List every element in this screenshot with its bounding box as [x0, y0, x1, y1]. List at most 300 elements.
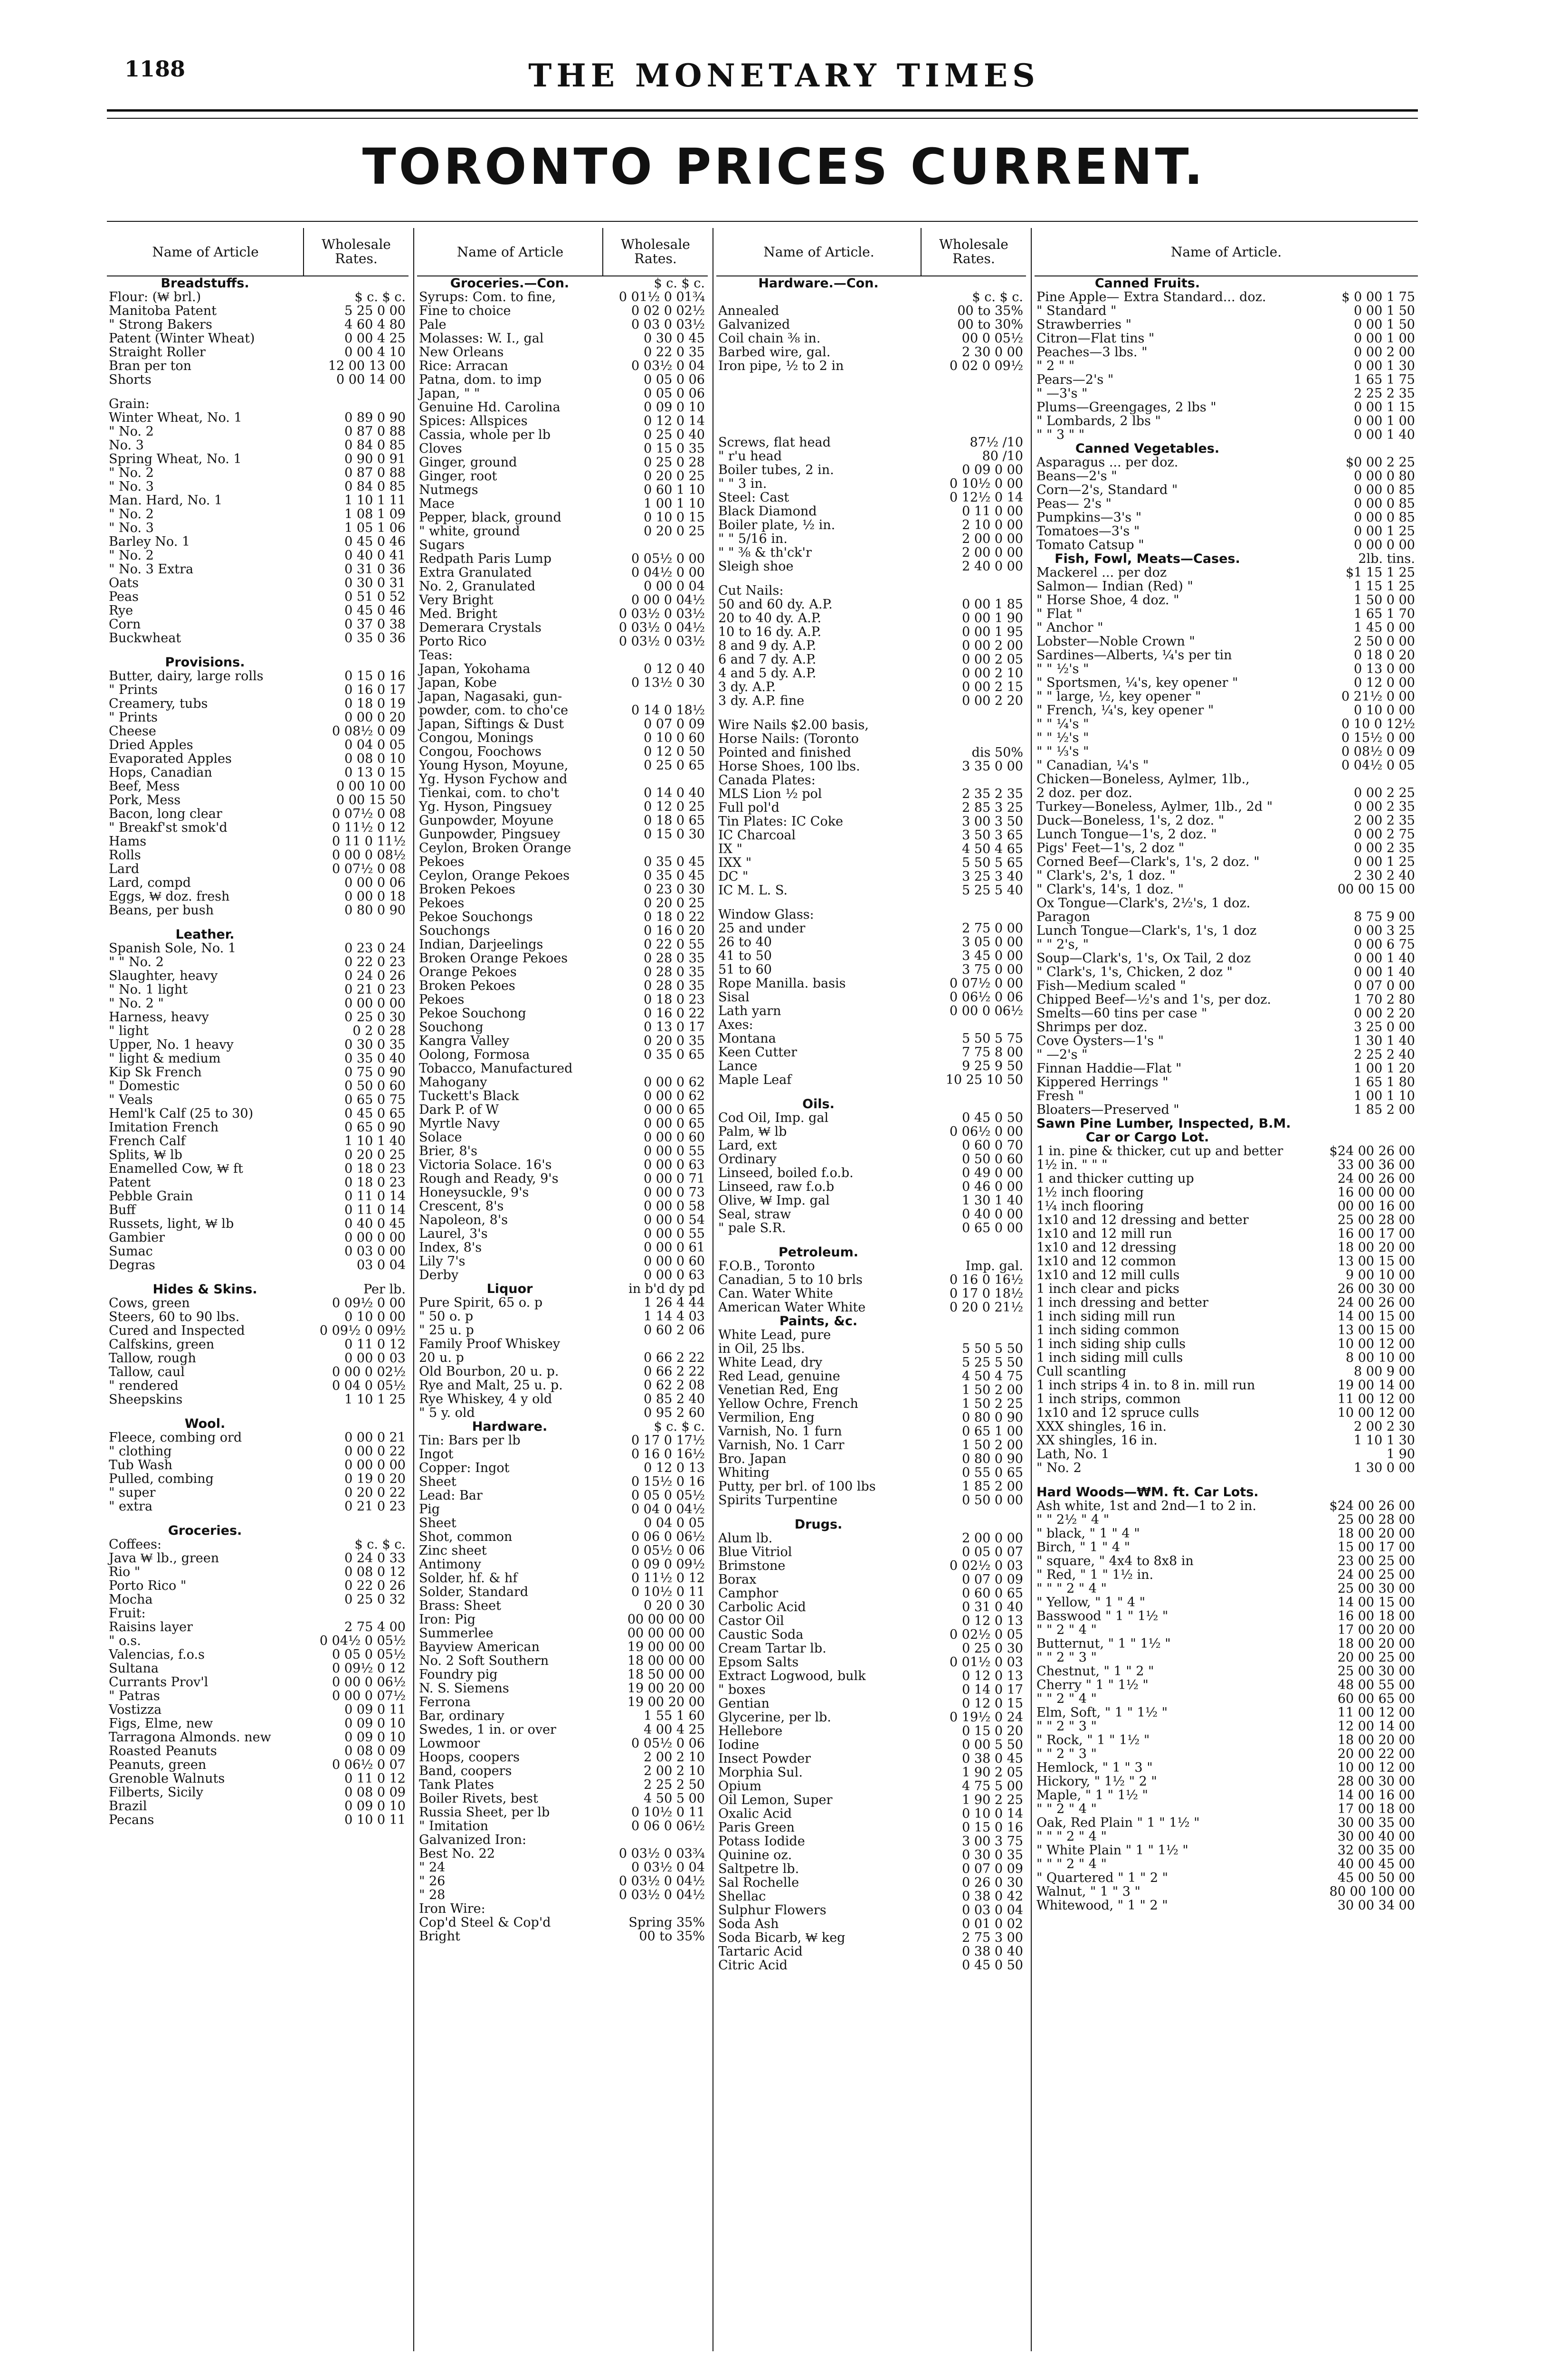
wholesale-rate: 0 00 1 25: [1354, 855, 1415, 869]
price-row: [417, 1778, 708, 1792]
article-name: Heml'k Calf (25 to 30): [109, 1106, 254, 1121]
wholesale-rate: 0 00 0 65: [644, 1102, 705, 1117]
wholesale-rate: 0 35 0 40: [344, 1051, 406, 1066]
article-name: Lily 7's: [419, 1254, 466, 1269]
price-row: [107, 1258, 409, 1272]
wholesale-rate: 30 00 34 00: [1337, 1898, 1415, 1913]
price-row: [107, 1393, 409, 1406]
article-name: Buff: [109, 1203, 136, 1217]
wholesale-rate: 4 50 5 00: [644, 1791, 705, 1806]
article-name: " Anchor ": [1036, 620, 1103, 635]
spacer: [716, 383, 1026, 394]
price-row: [1035, 1296, 1418, 1310]
price-row: [1035, 1692, 1418, 1706]
article-name: Montana: [718, 1031, 776, 1046]
price-row: [107, 738, 409, 752]
article-name: Corned Beef—Clark's, 1's, 2 doz. ": [1036, 855, 1260, 869]
article-name: Pekoe Souchongs: [419, 910, 533, 924]
article-name: MLS Lion ½ pol: [718, 787, 822, 801]
article-name: Pekoes: [419, 992, 465, 1007]
article-name: Oil Lemon, Super: [718, 1793, 833, 1807]
section-title: Paints, &c.: [779, 1314, 858, 1329]
article-name: Palm, ₩ lb: [718, 1124, 787, 1139]
wholesale-rate: 0 09 0 10: [344, 1716, 406, 1731]
article-name: Peaches—3 lbs. ": [1036, 345, 1148, 360]
wholesale-rate: 0 38 0 45: [962, 1751, 1023, 1766]
wholesale-rate: 3 25 3 40: [962, 869, 1023, 884]
price-row: [107, 1162, 409, 1176]
wholesale-rate: 0 84 0 85: [344, 479, 406, 494]
price-row: [716, 1328, 1026, 1342]
price-row: [1035, 1664, 1418, 1678]
price-row: [716, 518, 1026, 532]
price-row: [417, 869, 708, 883]
price-row: [716, 856, 1026, 870]
wholesale-rate: 25 00 28 00: [1337, 1512, 1415, 1527]
section-title: Hard Woods—₩M. ft. Car Lots.: [1036, 1485, 1259, 1500]
article-name: Rough and Ready, 9's: [419, 1171, 559, 1186]
price-row: [1035, 731, 1418, 745]
wholesale-rate: 19 00 14 00: [1337, 1378, 1415, 1393]
wholesale-rate: dis 50%: [971, 745, 1023, 760]
price-row: [107, 835, 409, 848]
article-name: 1 inch siding ship culls: [1036, 1337, 1186, 1351]
wholesale-rate: 2 00 2 35: [1354, 813, 1415, 828]
article-name: Axes:: [718, 1017, 753, 1032]
article-name: Camphor: [718, 1586, 779, 1601]
wholesale-rate: 0 19½ 0 24: [950, 1710, 1023, 1725]
section-title: Petroleum.: [778, 1245, 859, 1260]
wholesale-rate: [600, 690, 708, 703]
price-row: [107, 1579, 409, 1593]
section-title: Provisions.: [165, 655, 245, 670]
price-row: [1035, 1365, 1418, 1378]
price-row: [1035, 1144, 1418, 1158]
article-name: Paragon: [1036, 910, 1090, 924]
price-row: [107, 1730, 409, 1744]
article-name: Fresh ": [1036, 1089, 1084, 1103]
price-row: [417, 690, 708, 703]
section-title: Liquor: [486, 1282, 533, 1296]
price-row: [1035, 1392, 1418, 1406]
wholesale-rate: 0 22 0 26: [344, 1578, 406, 1593]
price-row: [716, 1397, 1026, 1411]
wholesale-rate: 0 12 0 14: [644, 414, 705, 428]
name-header: Name of Article.: [1170, 244, 1282, 260]
wholesale-rate: 0 00 1 00: [1354, 331, 1415, 346]
price-row: [1035, 400, 1418, 414]
wholesale-rate: 0 50 0 60: [962, 1152, 1023, 1167]
wholesale-rate: 0 02½ 0 05: [950, 1627, 1023, 1642]
price-row: [417, 1516, 708, 1530]
price-column-3: [716, 228, 1026, 2351]
wholesale-rate: 33 00 36 00: [1337, 1158, 1415, 1172]
article-name: 1x10 and 12 mill culls: [1036, 1268, 1180, 1282]
wholesale-rate: 2 00 0 00: [962, 545, 1023, 560]
wholesale-rate: 0 45 0 50: [962, 1111, 1023, 1125]
article-name: Carbolic Acid: [718, 1600, 806, 1615]
section-title: Hardware.—Con.: [758, 276, 879, 291]
price-row: [417, 786, 708, 800]
wholesale-rate: 0 45 0 46: [344, 534, 406, 549]
article-name: Fish—Medium scaled ": [1036, 978, 1186, 993]
article-name: Chipped Beef—½'s and 1's, per doz.: [1036, 992, 1271, 1007]
price-row: [107, 1024, 409, 1038]
wholesale-rate: 0 04 0 05: [644, 1516, 705, 1530]
wholesale-rate: [919, 773, 1026, 787]
wholesale-rate: 0 40 0 45: [344, 1216, 406, 1231]
article-name: Brazil: [109, 1799, 147, 1814]
article-name: " rendered: [109, 1378, 179, 1393]
wholesale-rate: 2 25 2 35: [1354, 386, 1415, 401]
price-row: [417, 373, 708, 387]
column-divider: [413, 228, 414, 2351]
wholesale-rate: [600, 841, 708, 855]
article-name: Tub Wash: [109, 1458, 173, 1472]
wholesale-rate: Spring 35%: [628, 1915, 705, 1930]
wholesale-rate: $ c. $ c.: [354, 1537, 406, 1552]
article-name: Yellow Ochre, French: [718, 1396, 858, 1411]
price-row: [716, 1876, 1026, 1890]
price-row: [716, 598, 1026, 611]
wholesale-rate: 18 00 00 00: [627, 1653, 705, 1668]
article-name: Tartaric Acid: [718, 1944, 803, 1959]
wholesale-rate: 00 to 30%: [957, 317, 1023, 332]
wholesale-rate: 0 18 0 19: [344, 696, 406, 711]
article-name: Varnish, No. 1 furn: [718, 1424, 842, 1439]
article-name: Paris Green: [718, 1820, 795, 1835]
price-row: [417, 1571, 708, 1585]
wholesale-rate: 2 35 2 35: [962, 787, 1023, 801]
article-name: Castor Oil: [718, 1614, 784, 1628]
wholesale-rate: 2 85 3 25: [962, 800, 1023, 815]
price-row: [417, 304, 708, 318]
price-row: [417, 731, 708, 745]
section-heading: [107, 656, 409, 669]
price-row: [1035, 910, 1418, 924]
section-heading: [1035, 1485, 1418, 1499]
wholesale-rate: 24 00 25 00: [1337, 1568, 1415, 1582]
price-row: [1035, 676, 1418, 690]
article-name: " Strong Bakers: [109, 317, 212, 332]
price-row: [107, 1231, 409, 1244]
wholesale-rate: 1 85 2 00: [1354, 1102, 1415, 1117]
article-name: Galvanized: [718, 317, 790, 332]
wholesale-rate: 0 00 0 00: [344, 996, 406, 1011]
rates-header: Wholesale Rates.: [602, 228, 708, 276]
article-name: Vermilion, Eng: [718, 1410, 815, 1425]
article-name: Sleigh shoe: [718, 559, 794, 574]
wholesale-rate: 0 22 0 55: [644, 937, 705, 952]
wholesale-rate: 0 04½ 0 05½: [319, 1634, 406, 1648]
name-header: Name of Article: [456, 244, 564, 260]
price-row: [417, 965, 708, 979]
article-name: Winter Wheat, No. 1: [109, 410, 242, 425]
article-name: Ferrona: [419, 1695, 471, 1710]
section-heading: [1035, 552, 1418, 566]
article-name: 3 dy. A.P. fine: [718, 694, 805, 708]
wholesale-rate: 0 18 0 23: [344, 1175, 406, 1190]
article-name: " Clark's, 1's, Chicken, 2 doz ": [1036, 965, 1233, 979]
wholesale-rate: 2lb. tins.: [1358, 551, 1415, 566]
article-name: Syrups: Com. to fine,: [419, 290, 556, 304]
price-row: [417, 1929, 708, 1943]
wholesale-rate: 0 00 0 07½: [332, 1689, 406, 1703]
wholesale-rate: 3 50 3 65: [962, 828, 1023, 843]
wholesale-rate: 1 10 1 11: [344, 493, 406, 508]
article-name: " black, " 1 " 4 ": [1036, 1526, 1140, 1541]
article-name: Old Bourbon, 20 u. p.: [419, 1364, 559, 1379]
article-name: Pine Apple— Extra Standard... doz.: [1036, 290, 1266, 304]
article-name: Very Bright: [419, 593, 494, 608]
wholesale-rate: 0 10½ 0 00: [950, 476, 1023, 491]
price-row: [716, 1273, 1026, 1287]
price-row: [417, 1461, 708, 1475]
price-row: [1035, 814, 1418, 827]
article-name: Victoria Solace. 16's: [419, 1158, 552, 1172]
article-name: Pumpkins—3's ": [1036, 510, 1142, 525]
wholesale-rate: 0 50 0 00: [962, 1493, 1023, 1508]
price-row: [107, 507, 409, 521]
price-row: [417, 1916, 708, 1929]
wholesale-rate: 17 00 18 00: [1337, 1802, 1415, 1816]
wholesale-rate: 0 02½ 0 03: [950, 1558, 1023, 1573]
article-name: " pale S.R.: [718, 1221, 786, 1235]
article-name: Mace: [419, 496, 455, 511]
price-row: [107, 1431, 409, 1444]
price-row: [107, 1121, 409, 1134]
article-name: " 26: [419, 1874, 446, 1889]
price-row: [417, 938, 708, 951]
price-row: [417, 1792, 708, 1805]
price-row: [107, 1717, 409, 1730]
price-row: [716, 639, 1026, 653]
wholesale-rate: 0 01½ 0 01¾: [618, 290, 705, 304]
article-name: Putty, per brl. of 100 lbs: [718, 1479, 876, 1494]
wholesale-rate: [1258, 1130, 1418, 1144]
wholesale-rate: 0 87 0 88: [344, 466, 406, 480]
article-name: Ceylon, Orange Pekoes: [419, 868, 570, 883]
article-name: Solder, hf. & hf: [419, 1571, 518, 1586]
wholesale-rate: 0 46 0 00: [962, 1179, 1023, 1194]
price-row: [107, 549, 409, 562]
wholesale-rate: 1 05 1 06: [344, 521, 406, 535]
price-row: [716, 1411, 1026, 1425]
price-row: [1035, 1268, 1418, 1282]
wholesale-rate: 0 2 0 28: [352, 1024, 406, 1038]
wholesale-rate: 0 45 0 46: [344, 603, 406, 618]
price-row: [1035, 511, 1418, 524]
article-name: IX ": [718, 842, 742, 856]
wholesale-rate: 0 08½ 0 09: [1341, 744, 1415, 759]
wholesale-rate: 0 20 0 25: [344, 1148, 406, 1162]
wholesale-rate: 0 00 0 22: [344, 1444, 406, 1459]
wholesale-rate: 0 06 0 06½: [631, 1819, 705, 1834]
price-row: [107, 876, 409, 890]
price-row: [1035, 414, 1418, 428]
wholesale-rate: 0 16 0 16½: [631, 1447, 705, 1462]
section-title: Fish, Fowl, Meats—Cases.: [1055, 551, 1240, 566]
price-row: [107, 562, 409, 576]
spacer: [1035, 1475, 1418, 1485]
price-row: [1035, 1461, 1418, 1475]
price-row: [1035, 1706, 1418, 1720]
wholesale-rate: 2 00 2 10: [644, 1750, 705, 1765]
price-row: [417, 1365, 708, 1378]
price-row: [716, 318, 1026, 332]
price-row: [107, 1134, 409, 1148]
wholesale-rate: 0 20 0 21½: [950, 1300, 1023, 1315]
price-row: [1035, 869, 1418, 883]
article-name: " " 2½ " 4 ": [1036, 1512, 1110, 1527]
price-row: [417, 1310, 708, 1323]
article-name: Peas: [109, 589, 139, 604]
article-name: XX shingles, 16 in.: [1036, 1433, 1158, 1448]
wholesale-rate: 80 00 100 00: [1329, 1884, 1415, 1899]
article-name: 1x10 and 12 dressing: [1036, 1240, 1177, 1255]
price-row: [716, 1697, 1026, 1710]
price-row: [1035, 1158, 1418, 1172]
wholesale-rate: 0 60 2 06: [644, 1323, 705, 1338]
price-row: [716, 1628, 1026, 1642]
article-name: Insect Powder: [718, 1751, 811, 1766]
price-row: [107, 438, 409, 452]
wholesale-rate: 00 0 05½: [961, 331, 1023, 346]
price-row: [1035, 1747, 1418, 1761]
price-row: [107, 1365, 409, 1379]
price-row: [716, 870, 1026, 884]
article-name: Borax: [718, 1572, 757, 1587]
price-row: [417, 635, 708, 648]
price-row: [716, 828, 1026, 842]
section-heading: [107, 928, 409, 941]
article-name: Dried Apples: [109, 738, 193, 752]
article-name: Keen Cutter: [718, 1045, 798, 1060]
wholesale-rate: 9 00 10 00: [1346, 1268, 1415, 1282]
wholesale-rate: 0 07½ 0 08: [332, 807, 406, 821]
wholesale-rate: 3 25 0 00: [1354, 1020, 1415, 1035]
article-name: Butternut, " 1 " 1½ ": [1036, 1636, 1171, 1651]
price-row: [417, 827, 708, 841]
article-name: Redpath Paris Lump: [419, 551, 552, 566]
section-heading: [716, 1518, 1026, 1531]
wholesale-rate: $0 00 2 25: [1346, 455, 1415, 470]
article-name: N. S. Siemens: [419, 1681, 509, 1696]
article-name: Tomato Catsup ": [1036, 538, 1144, 552]
wholesale-rate: 0 10½ 0 11: [631, 1805, 705, 1820]
wholesale-rate: 0 00 0 00: [344, 1458, 406, 1472]
article-name: " 28: [419, 1888, 446, 1902]
price-row: [417, 1750, 708, 1764]
wholesale-rate: 45 00 50 00: [1337, 1871, 1415, 1885]
wholesale-rate: 0 00 0 63: [644, 1268, 705, 1282]
wholesale-rate: 0 25 0 40: [644, 428, 705, 442]
price-row: [716, 963, 1026, 977]
wholesale-rate: 00 00 00 00: [627, 1612, 705, 1627]
wholesale-rate: 0 21 0 23: [344, 982, 406, 997]
price-row: [1035, 1310, 1418, 1323]
wholesale-rate: [1258, 772, 1418, 786]
wholesale-rate: 0 00 2 05: [962, 652, 1023, 667]
price-row: [716, 694, 1026, 708]
article-name: Rye and Malt, 25 u. p.: [419, 1378, 563, 1393]
article-name: Shot, common: [419, 1530, 513, 1544]
article-name: Oak, Red Plain " 1 " 1½ ": [1036, 1815, 1200, 1830]
wholesale-rate: 1 30 1 40: [1354, 1034, 1415, 1048]
article-name: " boxes: [718, 1682, 766, 1697]
wholesale-rate: 0 25 0 65: [644, 758, 705, 773]
price-row: [1035, 1007, 1418, 1020]
article-name: Pig: [419, 1502, 440, 1517]
article-name: " Sportsmen, ¼'s, key opener ": [1036, 675, 1238, 690]
price-row: [417, 676, 708, 690]
article-name: Java ₩ lb., green: [109, 1551, 219, 1566]
wholesale-rate: 0 66 2 22: [644, 1350, 705, 1365]
wholesale-rate: [1258, 896, 1418, 910]
wholesale-rate: 2 00 2 30: [1354, 1419, 1415, 1434]
price-row: [716, 1356, 1026, 1369]
price-row: [417, 855, 708, 869]
price-row: [1035, 1540, 1418, 1554]
article-name: White Lead, dry: [718, 1355, 823, 1370]
article-name: Iron Wire:: [419, 1901, 485, 1916]
wholesale-rate: 1 10 1 40: [344, 1134, 406, 1149]
price-row: [1035, 1406, 1418, 1420]
wholesale-rate: 0 00 0 02½: [332, 1365, 406, 1379]
wholesale-rate: 0 00 0 85: [1354, 496, 1415, 511]
article-name: " light: [109, 1024, 149, 1038]
article-name: " square, " 4x4 to 8x8 in: [1036, 1554, 1194, 1568]
price-row: [417, 345, 708, 359]
article-name: Copper: Ingot: [419, 1461, 510, 1475]
wholesale-rate: 1 00 1 10: [644, 496, 705, 511]
wholesale-rate: [1259, 1485, 1418, 1499]
price-row: [716, 680, 1026, 694]
wholesale-rate: 30 00 35 00: [1337, 1815, 1415, 1830]
wholesale-rate: 1 50 2 00: [962, 1383, 1023, 1397]
price-row: [417, 1805, 708, 1819]
price-row: [716, 504, 1026, 518]
price-row: [417, 1502, 708, 1516]
wholesale-rate: 0 11 0 00: [962, 504, 1023, 519]
wholesale-rate: [1258, 442, 1418, 456]
wholesale-rate: 0 37 0 38: [344, 617, 406, 632]
article-name: Pekoes: [419, 896, 465, 911]
article-name: Finnan Haddie—Flat ": [1036, 1061, 1182, 1076]
wholesale-rate: 0 00 0 00: [1354, 538, 1415, 552]
article-name: " Prints: [109, 710, 158, 725]
wholesale-rate: [301, 1606, 409, 1620]
price-row: [417, 1902, 708, 1916]
article-name: 4 and 5 dy. A.P.: [718, 666, 817, 681]
price-row: [107, 766, 409, 779]
price-row: [107, 397, 409, 411]
article-name: 1 inch siding common: [1036, 1323, 1179, 1338]
wholesale-rate: 0 25 0 30: [344, 1010, 406, 1025]
article-name: Horse Shoes, 100 lbs.: [718, 759, 860, 774]
wholesale-rate: 0 00 0 71: [644, 1171, 705, 1186]
article-name: " super: [109, 1485, 156, 1500]
price-row: [417, 1048, 708, 1062]
price-row: [417, 1241, 708, 1254]
article-name: Rolls: [109, 848, 141, 863]
price-row: [716, 611, 1026, 625]
price-row: [107, 1148, 409, 1162]
article-name: 1¼ inch flooring: [1036, 1199, 1144, 1214]
article-name: " 50 o. p: [419, 1309, 474, 1324]
article-name: " Domestic: [109, 1079, 180, 1093]
article-name: Seal, straw: [718, 1207, 791, 1222]
